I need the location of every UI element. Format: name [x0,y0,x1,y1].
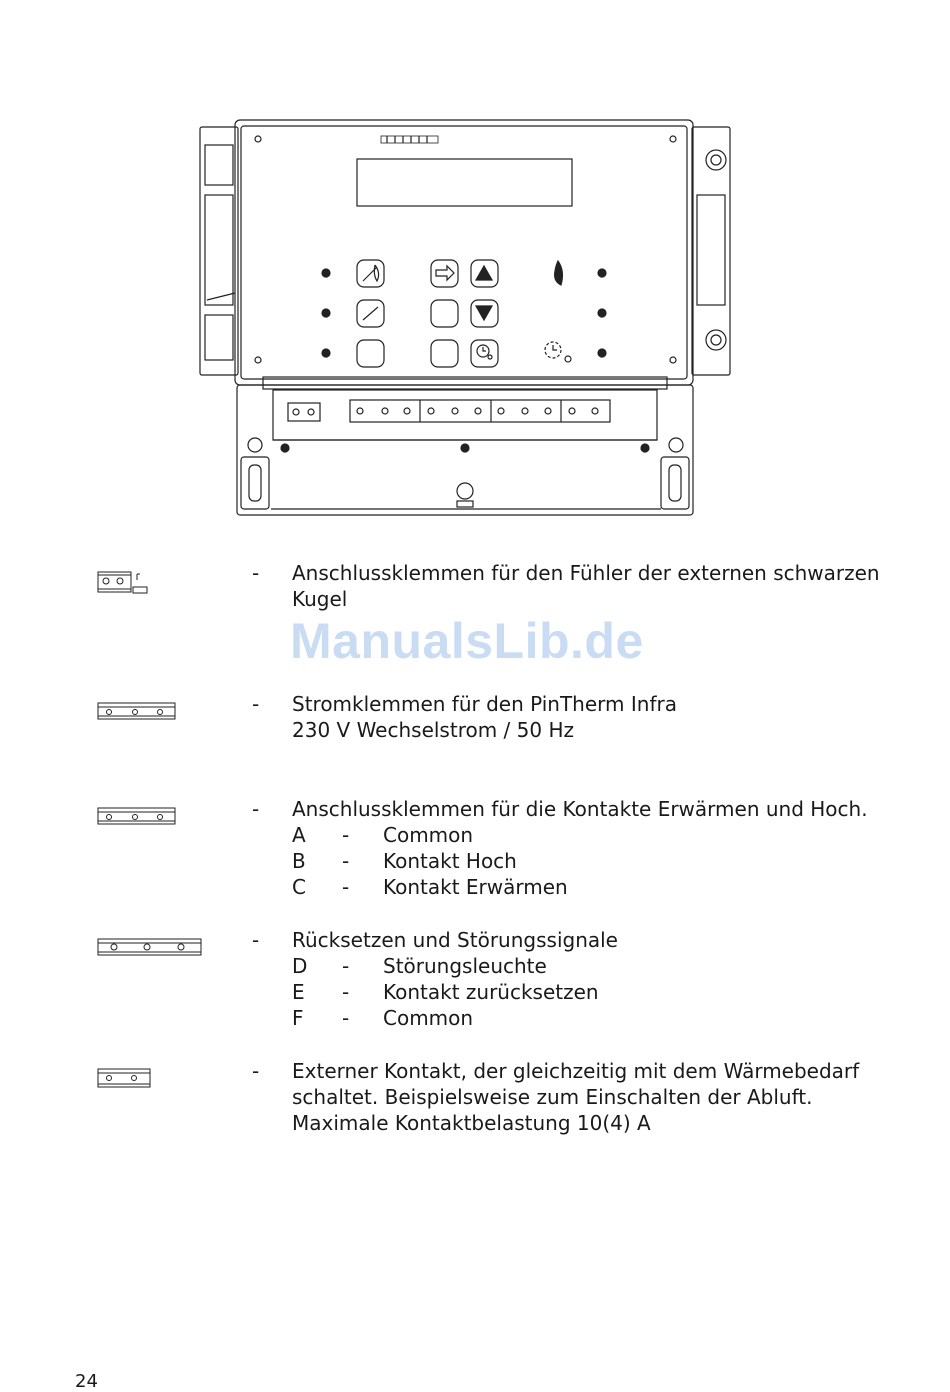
right-bracket [692,127,730,375]
entry-text: Rücksetzen und Störungssignale D - Störungsleuchte E - Kontakt zurücksetzen F - Common [292,928,618,1030]
list-dash: - [252,797,260,821]
list-item: A - Common [292,823,474,847]
list-item: E - Kontakt zurücksetzen [292,980,599,1004]
flame-edit-icon [363,265,379,281]
entry-text: Externer Kontakt, der gleichzeitig mit dem Wärmebedarf schaltet. Beispielsweise zum Einschalten der Abluft. Maximale Kontaktbelastung 10(4) A [292,1059,860,1135]
sensor-terminal-icon [97,571,151,595]
controller-device-illustration [195,115,735,520]
arrow-right-icon [436,266,454,280]
display-window [357,159,572,206]
power-terminal-icon [97,700,177,722]
arrow-down-icon [476,306,492,320]
corner-screws [255,136,676,363]
indicator-leds [322,269,606,357]
left-bracket [200,127,238,375]
flame-icon [555,261,563,285]
brand-logo-icon [381,136,438,143]
reset-terminal-icon [97,936,203,958]
list-dash: - [252,561,260,585]
external-terminal-icon [97,1066,153,1090]
entry-text: Anschlussklemmen für die Kontakte Erwärmen und Hoch. A - Common B - Kontakt Hoch C - Kontakt Erwärmen [292,797,868,899]
list-item: C - Kontakt Erwärmen [292,875,568,899]
list-item: B - Kontakt Hoch [292,849,517,873]
timer-icon [545,342,571,362]
watermark: ManualsLib.de [290,613,644,669]
contact-terminal-icon [97,805,177,827]
terminal-compartment [237,377,693,515]
edit-icon [363,307,378,320]
clock-icon [477,345,492,359]
page-number: 24 [75,1371,98,1392]
device-housing [235,120,693,385]
list-dash: - [252,1059,260,1083]
list-item: D - Störungsleuchte [292,954,547,978]
list-item: F - Common [292,1006,474,1030]
list-dash: - [252,692,260,716]
list-dash: - [252,928,260,952]
arrow-up-icon [476,266,492,280]
entry-text: Stromklemmen für den PinTherm Infra 230 V Wechselstrom / 50 Hz [292,692,677,742]
entry-text: Anschlussklemmen für den Fühler der externen schwarzen Kugel [292,561,880,611]
